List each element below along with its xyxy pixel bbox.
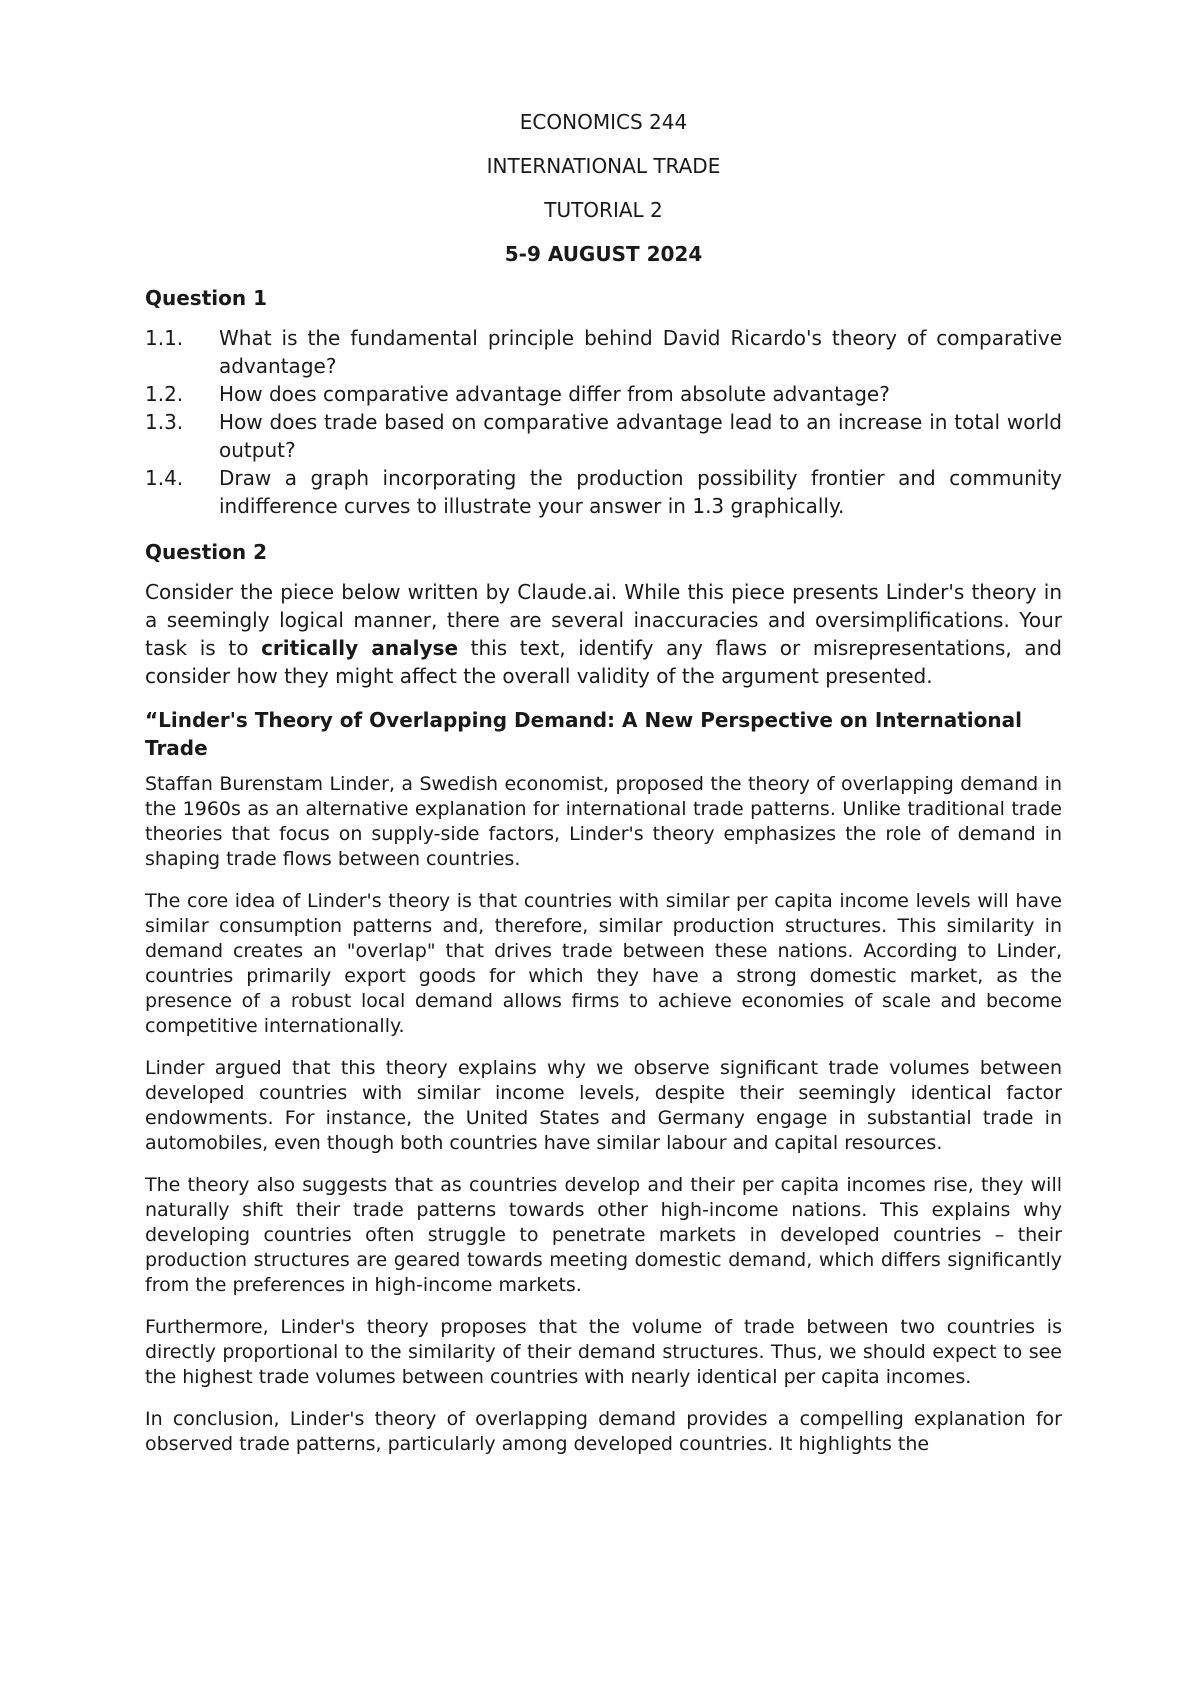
tutorial-title: TUTORIAL 2 — [544, 198, 663, 222]
question-1-heading: Question 1 — [145, 286, 267, 310]
essay-paragraph: Furthermore, Linder's theory proposes that the volume of trade between two countries is directly proportional to the similarity of their demand structures. Thus, we should expect to see the highest trade volumes between countries with nearly identical per capita incomes. — [145, 1316, 1062, 1388]
instructions-emphasis: critically analyse — [261, 636, 459, 660]
question-number: 1.1. — [145, 326, 184, 350]
essay-paragraph: The core idea of Linder's theory is that countries with similar per capita income levels will have similar consumption patterns and, therefore, similar production structures. This similarity in demand creates an "overlap" that drives trade between these nations. According to Linder, countries primarily export goods for which they have a strong domestic market, as the presence of a robust local demand allows firms to achieve economies of scale and become competitive internationally. — [145, 890, 1062, 1037]
question-item — [145, 324, 1062, 380]
question-text: How does trade based on comparative advantage lead to an increase in total world output? — [219, 410, 1062, 462]
essay-paragraph: Staffan Burenstam Linder, a Swedish economist, proposed the theory of overlapping demand in the 1960s as an alternative explanation for international trade patterns. Unlike traditional trade theories that focus on supply-side factors, Linder's theory emphasizes the role of demand in shaping trade flows between countries. — [145, 773, 1062, 870]
essay-paragraph: In conclusion, Linder's theory of overlapping demand provides a compelling explanation for observed trade patterns, particularly among developed countries. It highlights the — [145, 1408, 1062, 1455]
question-item — [145, 380, 1062, 408]
question-text: Draw a graph incorporating the production possibility frontier and community indifference curves to illustrate your answer in 1.3 graphically. — [219, 466, 1062, 518]
question-1-list — [145, 324, 1062, 520]
instructions-text-end: this text, identify any flaws or misrepresentations, and consider how they might affect the overall validity of the argument presented. — [145, 636, 1062, 688]
question-2-heading: Question 2 — [145, 540, 267, 564]
essay-paragraph: The theory also suggests that as countries develop and their per capita incomes rise, they will naturally shift their trade patterns towards other high-income nations. This explains why developing countries often struggle to penetrate markets in developed countries – their production structures are geared towards meeting domestic demand, which differs significantly from the preferences in high-income markets. — [145, 1174, 1062, 1296]
question-number: 1.4. — [145, 466, 184, 490]
question-2-instructions — [145, 578, 1062, 690]
course-title: ECONOMICS 244 — [519, 110, 688, 134]
question-text: What is the fundamental principle behind David Ricardo's theory of comparative advantage? — [219, 326, 1062, 378]
instructions-text-start: Consider the piece below written by Claude.ai. While this piece presents Linder's theory in a seemingly logical manner, there are several inaccuracies and oversimplifications. Your task is to — [145, 580, 1062, 660]
question-item — [145, 408, 1062, 464]
question-number: 1.2. — [145, 382, 184, 406]
subject-title: INTERNATIONAL TRADE — [486, 154, 721, 178]
question-item — [145, 464, 1062, 520]
tutorial-dates: 5-9 AUGUST 2024 — [504, 242, 703, 266]
question-number: 1.3. — [145, 410, 184, 434]
essay-title: “Linder's Theory of Overlapping Demand: A New Perspective on International Trade — [145, 708, 1022, 760]
question-text: How does comparative advantage differ from absolute advantage? — [219, 382, 890, 406]
essay-paragraph: Linder argued that this theory explains why we observe significant trade volumes between developed countries with similar income levels, despite their seemingly identical factor endowments. For instance, the United States and Germany engage in substantial trade in automobiles, even though both countries have similar labour and capital resources. — [145, 1057, 1062, 1154]
